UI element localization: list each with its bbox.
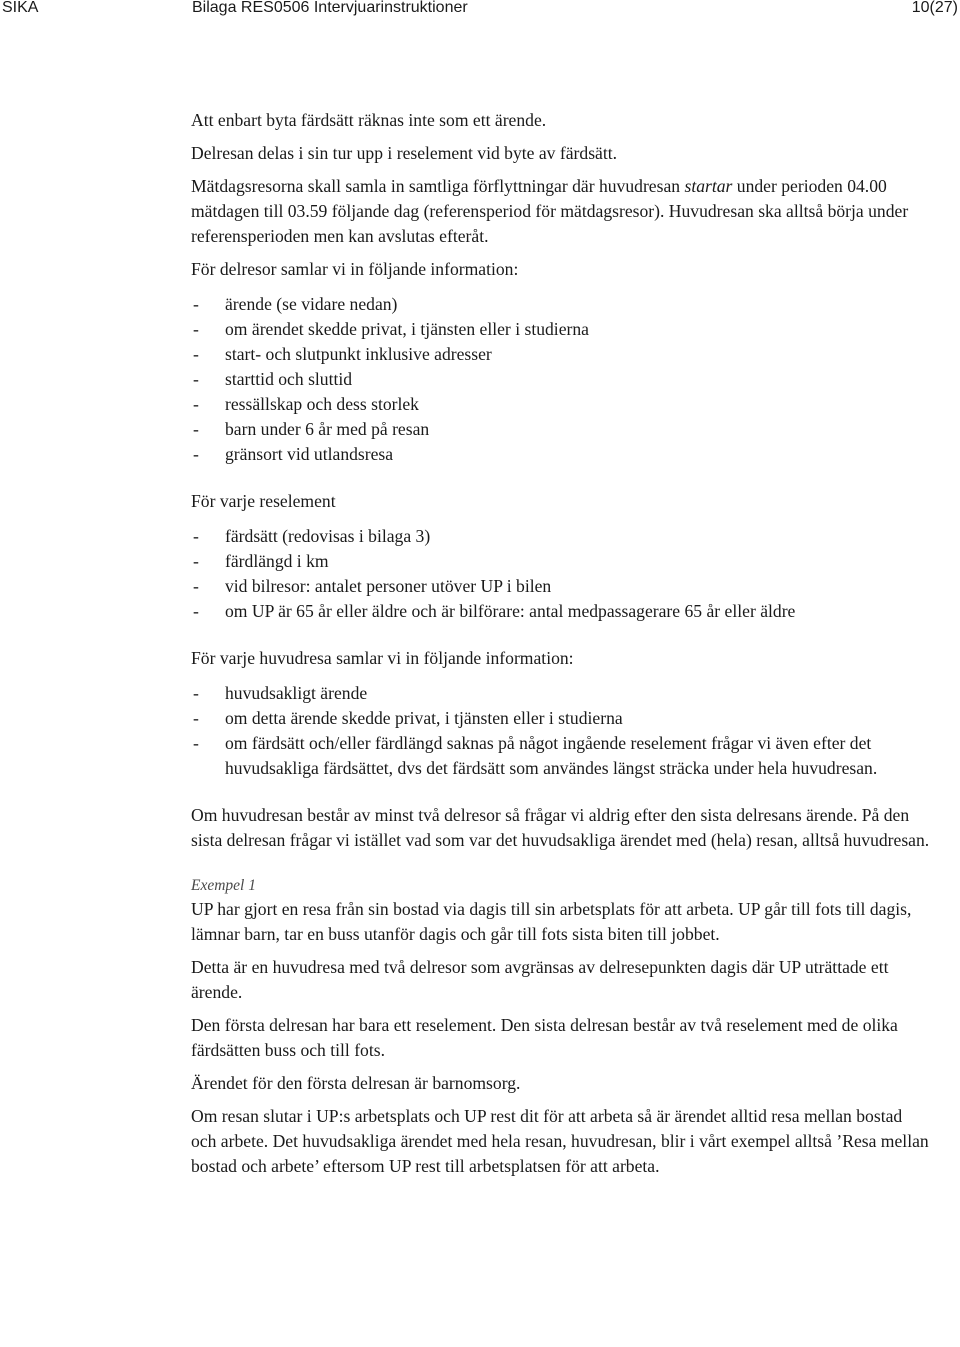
list-item: - vid bilresor: antalet personer utöver UP i bilen	[191, 574, 931, 599]
paragraph-reselement-intro: För varje reselement	[191, 491, 336, 511]
list-item: - om ärendet skedde privat, i tjänsten eller i studierna	[191, 317, 931, 342]
reselement-info-list	[191, 524, 931, 624]
example-paragraph: Om resan slutar i UP:s arbetsplats och UP rest dit för att arbeta så är ärendet alltid resa mellan bostad och arbete. Det huvudsakliga ärendet med hela resan, huvudresan, blir i vårt exempel alltså ’Resa mellan bostad och arbete’ eftersom UP rest till arbetsplatsen för att arbeta.	[191, 1106, 929, 1176]
list-item: - ärende (se vidare nedan)	[191, 292, 931, 317]
list-item: - färdlängd i km	[191, 549, 931, 574]
emphasis-startar: startar	[684, 176, 733, 196]
paragraph-huvudresa-intro: För varje huvudresa samlar vi in följande information:	[191, 648, 574, 668]
delresor-info-list	[191, 292, 931, 467]
paragraph-delresor-intro: För delresor samlar vi in följande information:	[191, 259, 519, 279]
list-item: - om detta ärende skedde privat, i tjänsten eller i studierna	[191, 706, 931, 731]
paragraph-delresa-split: Delresan delas i sin tur upp i reselement vid byte av färdsätt.	[191, 143, 618, 163]
paragraph-reference-period: Mätdagsresorna skall samla in samtliga förflyttningar där huvudresan startar under perioden 04.00 mätdagen till 03.59 följande dag (referensperiod för mätdagsresor). Huvudresan ska alltså börja under referensperioden men kan avslutas efteråt.	[191, 176, 909, 246]
list-item: - färdsätt (redovisas i bilaga 3)	[191, 524, 931, 549]
list-item: - gränsort vid utlandsresa	[191, 442, 931, 467]
example-paragraph: Detta är en huvudresa med två delresor som avgränsas av delresepunkten dagis där UP uträttade ett ärende.	[191, 957, 889, 1002]
page-header	[0, 0, 960, 22]
header-title: Bilaga RES0506 Intervjuarinstruktioner	[192, 0, 468, 16]
example-paragraph: Ärendet för den första delresan är barnomsorg.	[191, 1073, 521, 1093]
list-item: - start- och slutpunkt inklusive adresser	[191, 342, 931, 367]
header-org: SIKA	[2, 0, 39, 16]
example-paragraph: UP har gjort en resa från sin bostad via dagis till sin arbetsplats för att arbeta. UP går till fots till dagis, lämnar barn, tar en buss utanför dagis och går till fots sista biten till jobbet.	[191, 899, 912, 944]
document-body	[191, 108, 931, 1179]
example-title: Exempel 1	[191, 877, 256, 894]
header-page-number: 10(27)	[911, 0, 958, 16]
paragraph-last-delresa: Om huvudresan består av minst två delresor så frågar vi aldrig efter den sista delresans ärende. På den sista delresan frågar vi istället vad som var det huvudsakliga ärendet med (hela) resan, alltså huvudresan.	[191, 805, 930, 850]
list-item: - om färdsätt och/eller färdlängd saknas på något ingående reselement frågar vi även efter det huvudsakliga färdsättet, dvs det färdsätt som användes längst sträcka under hela huvudresan.	[191, 731, 931, 781]
list-item: - starttid och sluttid	[191, 367, 931, 392]
list-item: - om UP är 65 år eller äldre och är bilförare: antal medpassagerare 65 år eller äldre	[191, 599, 931, 624]
list-item: - ressällskap och dess storlek	[191, 392, 931, 417]
paragraph-trip-change: Att enbart byta färdsätt räknas inte som ett ärende.	[191, 110, 547, 130]
list-item: - barn under 6 år med på resan	[191, 417, 931, 442]
example-paragraph: Den första delresan har bara ett reselement. Den sista delresan består av två reselement med de olika färdsätten buss och till fots.	[191, 1015, 898, 1060]
list-item: - huvudsakligt ärende	[191, 681, 931, 706]
huvudresa-info-list	[191, 681, 931, 781]
